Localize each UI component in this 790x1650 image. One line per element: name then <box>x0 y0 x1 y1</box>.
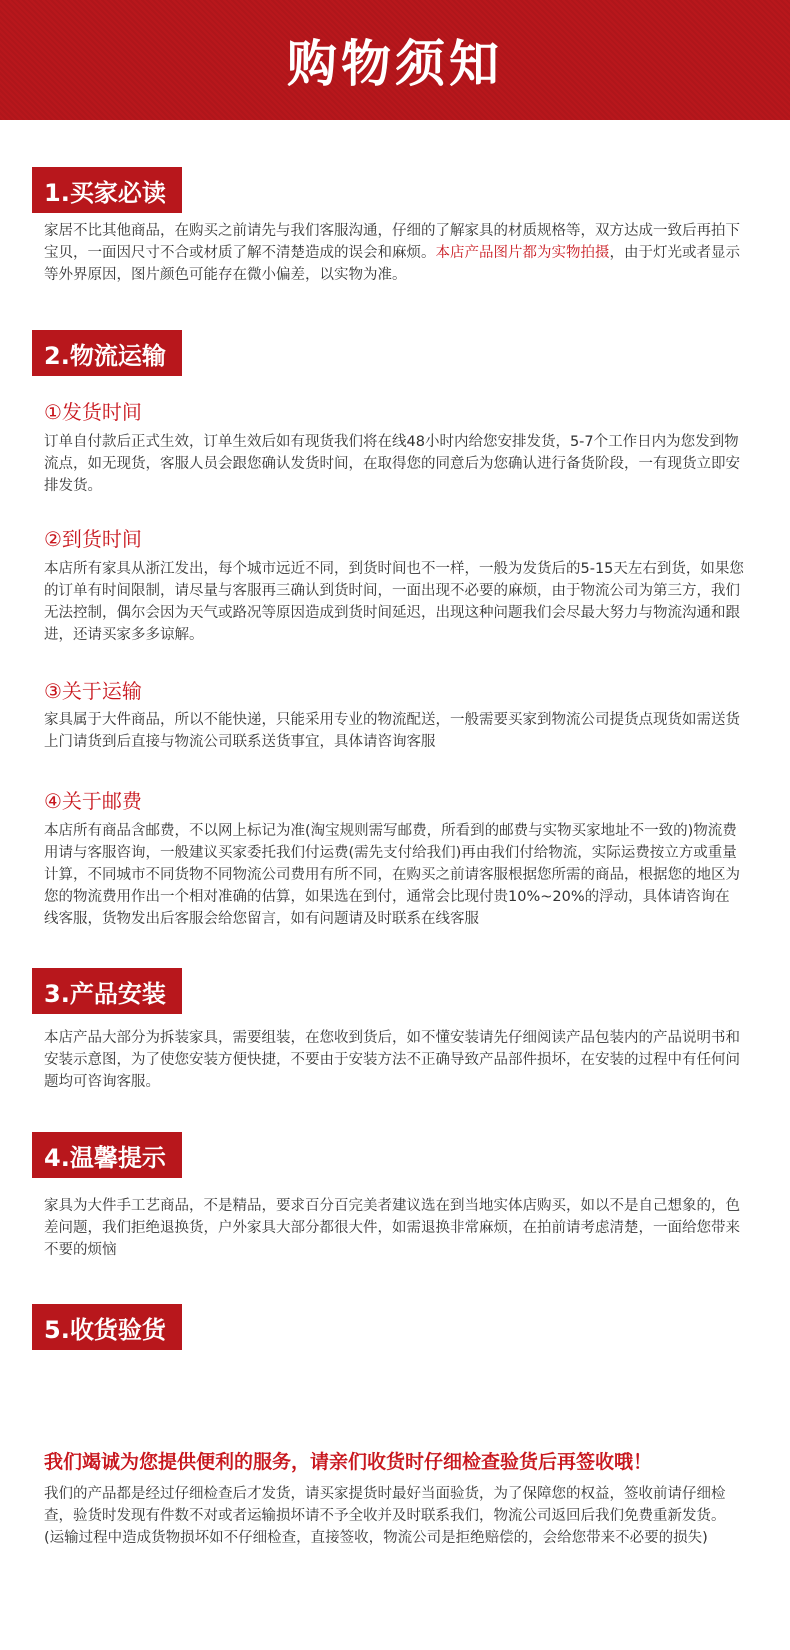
text-after: ，由于灯光或者显示等外界原因，图片颜色可能存在微小偏差，以实物为准。 <box>44 245 740 283</box>
text-inspection: 我们的产品都是经过仔细检查后才发货，请买家提货时最好当面验货，为了保障您的权益，签收前请仔细检查，验货时发现有件数不对或者运输损坏请不予全收并及时联系我们，物流公司返回后我们免费重新发货。(运输过程中造成货物损坏如不仔细检查，直接签收，物流公司是拒绝赔偿的，会给您带来不必要的损失) <box>44 1486 726 1546</box>
text-tips: 家具为大件手工艺商品，不是精品，要求百分百完美者建议选在到当地实体店购买，如以不是自己想象的，色差问题，我们拒绝退换货，户外家具大部分都很大件，如需退换非常麻烦，在拍前请考虑清楚，一面给您带来不要的烦恼 <box>44 1198 740 1258</box>
section-title-inspection: 5.收货验货 <box>32 1304 182 1350</box>
subtitle-shipping-time: ①发货时间 <box>44 400 142 424</box>
subtitle-postage: ④关于邮费 <box>44 789 142 813</box>
section-title-installation: 3.产品安装 <box>32 968 182 1014</box>
section-title-buyer-notice: 1.买家必读 <box>32 167 182 213</box>
subtitle-arrival-time: ②到货时间 <box>44 527 142 551</box>
section-text-buyer-notice <box>44 220 744 286</box>
header-banner <box>0 0 790 120</box>
section-title-tips: 4.温馨提示 <box>32 1132 182 1178</box>
inspection-notice: 我们竭诚为您提供便利的服务，请亲们收货时仔细检查验货后再签收哦！ <box>44 1451 653 1473</box>
text-shipping-time: 订单自付款后正式生效，订单生效后如有现货我们将在线48小时内给您安排发货，5-7个工作日内为您发到物流点，如无现货，客服人员会跟您确认发货时间，在取得您的同意后为您确认进行备货阶段，一有现货立即安排发货。 <box>44 434 740 494</box>
text-postage: 本店所有商品含邮费，不以网上标记为准(淘宝规则需写邮费，所看到的邮费与实物买家地址不一致的)物流费用请与客服咨询，一般建议买家委托我们付运费(需先支付给我们)再由我们付给物流，实际运费按立方或重量计算，不同城市不同货物不同物流公司费用有所不同，在购买之前请客服根据您所需的商品，根据您的地区为您的物流费用作出一个相对准确的估算，如果选在到付，通常会比现付贵10%~20%的浮动，具体请咨询在线客服，货物发出后客服会给您留言，如有问题请及时联系在线客服 <box>44 823 740 927</box>
text-arrival-time: 本店所有家具从浙江发出，每个城市远近不同，到货时间也不一样，一般为发货后的5-15天左右到货，如果您的订单有时间限制，请尽量与客服再三确认到货时间，一面出现不必要的麻烦，由于物流公司为第三方，我们无法控制，偶尔会因为天气或路况等原因造成到货时间延迟，出现这种问题我们会尽最大努力与物流沟通和跟进，还请买家多多谅解。 <box>44 561 744 643</box>
highlight-text: 本店产品图片都为实物拍摄 <box>435 245 610 261</box>
text-transport: 家具属于大件商品，所以不能快递，只能采用专业的物流配送，一般需要买家到物流公司提货点现货如需送货上门请货到后直接与物流公司联系送货事宜，具体请咨询客服 <box>44 712 740 750</box>
text-before: 家居不比其他商品，在购买之前请先与我们客服沟通，仔细的了解家具的材质规格等，双方达成一致后再拍下宝贝，一面因尺寸不合或材质了解不清楚造成的误会和麻烦。 <box>44 223 740 261</box>
subtitle-transport: ③关于运输 <box>44 679 142 703</box>
section-title-logistics: 2.物流运输 <box>32 330 182 376</box>
text-installation: 本店产品大部分为拆装家具，需要组装，在您收到货后，如不懂安装请先仔细阅读产品包装内的产品说明书和安装示意图，为了使您安装方便快捷，不要由于安装方法不正确导致产品部件损坏，在安装的过程中有任何问题均可咨询客服。 <box>44 1030 740 1090</box>
page-title: 购物须知 <box>287 35 503 93</box>
